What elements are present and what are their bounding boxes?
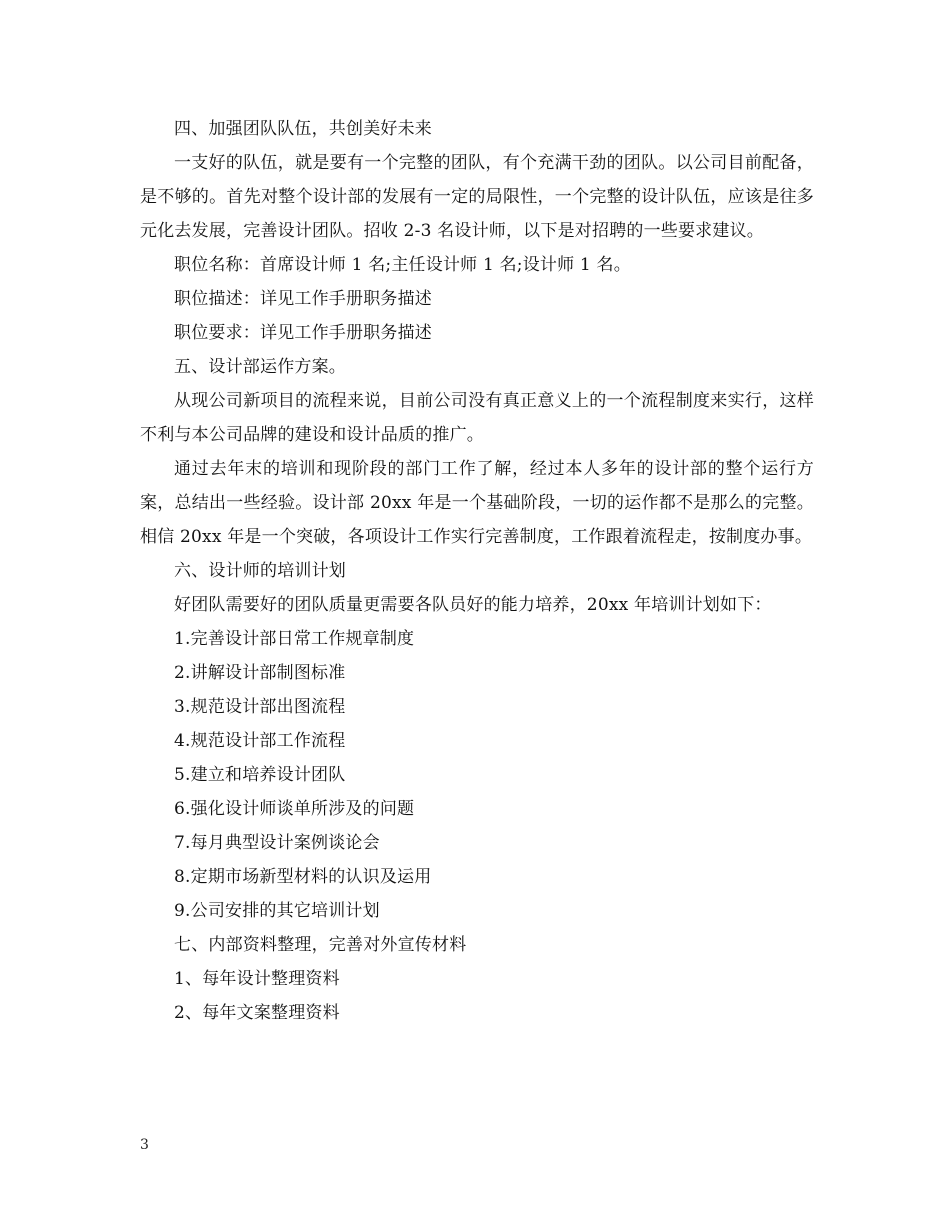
- body-paragraph: 一支好的队伍，就是要有一个完整的团队，有个充满干劲的团队。以公司目前配备，是不够的。首先对整个设计部的发展有一定的局限性，一个完整的设计队伍，应该是往多元化去发展，完善设计团队。招收 2-3 名设计师，以下是对招聘的一些要求建议。: [140, 153, 814, 241]
- body-paragraph: 从现公司新项目的流程来说，目前公司没有真正意义上的一个流程制度来实行，这样不利与本公司品牌的建设和设计品质的推广。: [140, 391, 814, 445]
- list-item: 1、每年设计整理资料: [174, 969, 340, 989]
- list-item: 1.完善设计部日常工作规章制度: [174, 629, 415, 649]
- list-item: 7.每月典型设计案例谈论会: [174, 833, 380, 853]
- list-item: 4.规范设计部工作流程: [174, 731, 346, 751]
- body-paragraph: 通过去年末的培训和现阶段的部门工作了解，经过本人多年的设计部的整个运行方案，总结出一些经验。设计部 20xx 年是一个基础阶段，一切的运作都不是那么的完整。相信 20xx 年是一个突破，各项设计工作实行完善制度，工作跟着流程走，按制度办事。: [140, 459, 814, 547]
- list-item: 2、每年文案整理资料: [174, 1003, 340, 1023]
- section-heading-5: 五、设计部运作方案。: [174, 357, 346, 377]
- list-item: 8.定期市场新型材料的认识及运用: [174, 867, 432, 887]
- body-paragraph: 好团队需要好的团队质量更需要各队员好的能力培养，20xx 年培训计划如下：: [174, 595, 772, 615]
- body-paragraph: 职位描述：详见工作手册职务描述: [174, 289, 432, 309]
- section-heading-7: 七、内部资料整理，完善对外宣传材料: [174, 935, 467, 955]
- section-heading-6: 六、设计师的培训计划: [174, 561, 346, 581]
- section-heading-4: 四、加强团队队伍，共创美好未来: [174, 119, 432, 139]
- list-item: 2.讲解设计部制图标准: [174, 663, 346, 683]
- document-body: [140, 112, 814, 1030]
- list-item: 9.公司安排的其它培训计划: [174, 901, 380, 921]
- list-item: 3.规范设计部出图流程: [174, 697, 346, 717]
- list-item: 6.强化设计师谈单所涉及的问题: [174, 799, 415, 819]
- page-number: 3: [140, 1137, 149, 1153]
- body-paragraph: 职位要求：详见工作手册职务描述: [174, 323, 432, 343]
- list-item: 5.建立和培养设计团队: [174, 765, 346, 785]
- body-paragraph: 职位名称：首席设计师 1 名;主任设计师 1 名;设计师 1 名。: [174, 255, 631, 275]
